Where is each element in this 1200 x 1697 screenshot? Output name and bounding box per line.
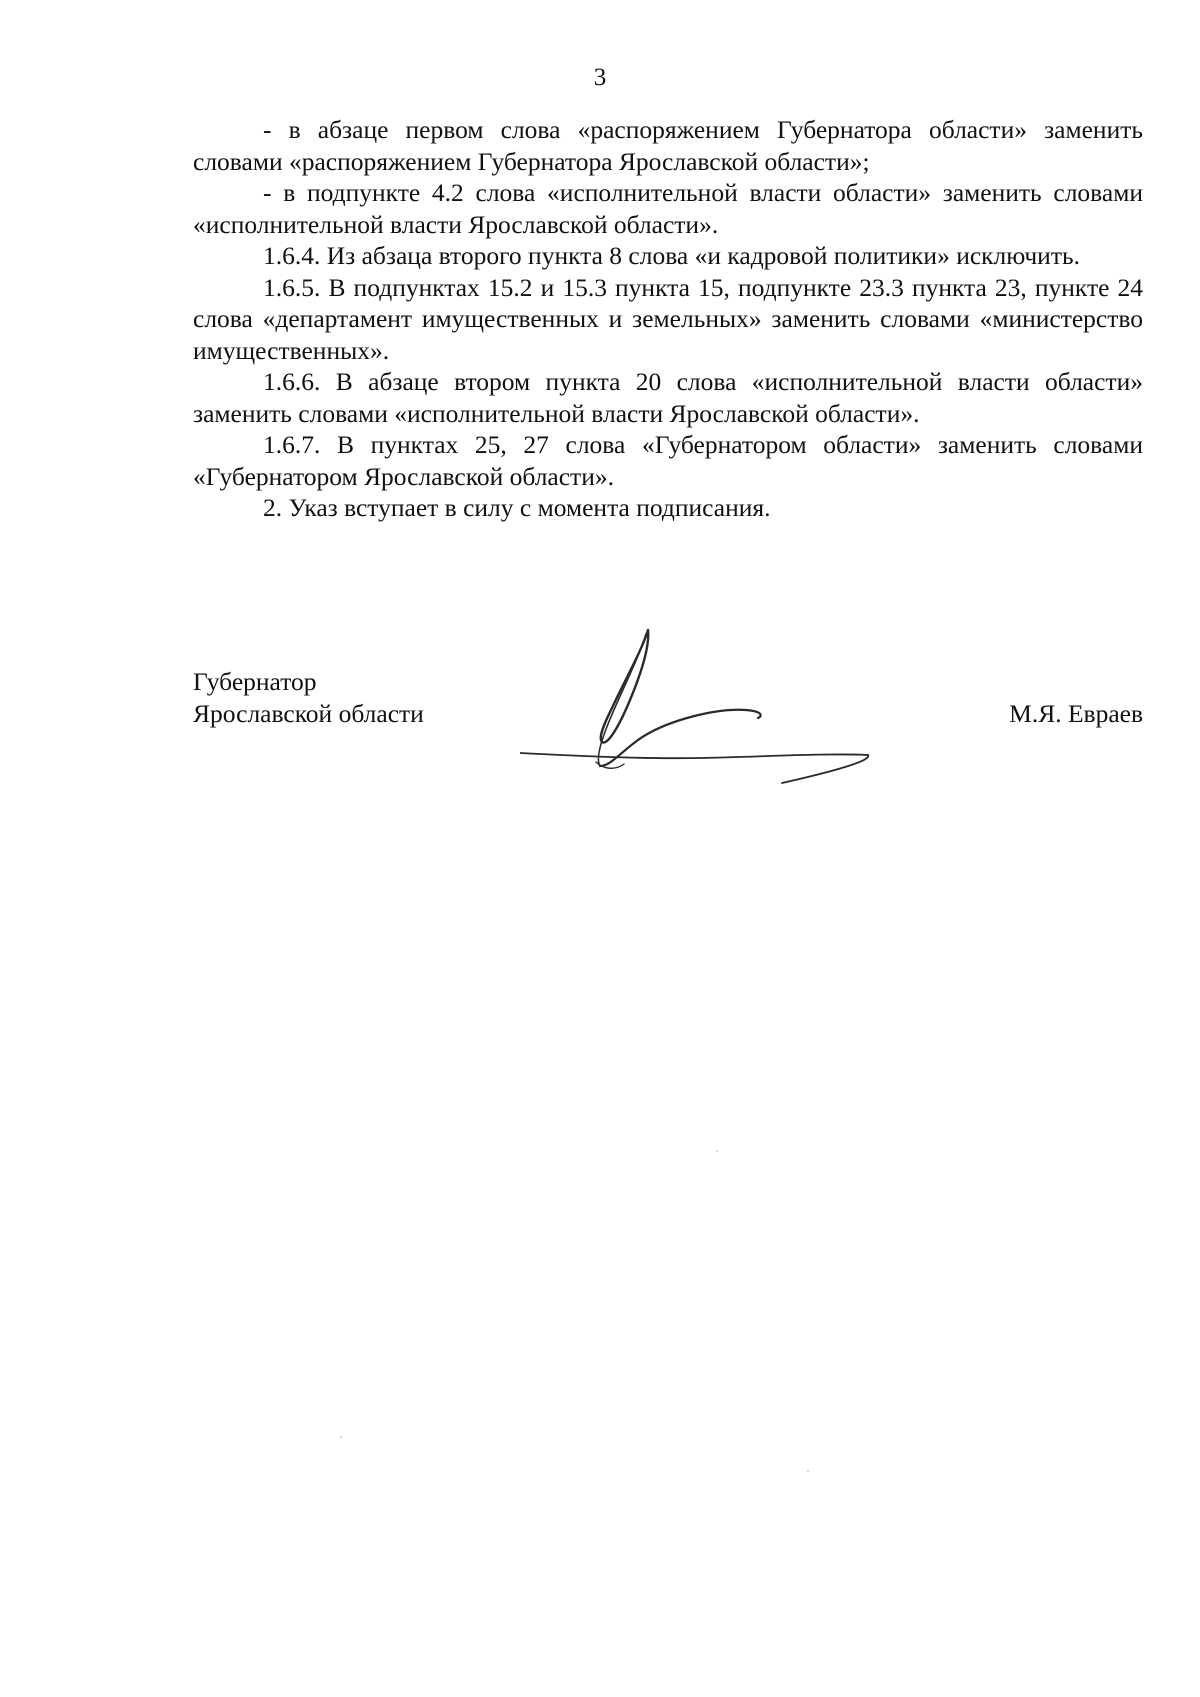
scan-speck [340,1436,342,1438]
signer-name: М.Я. Евраев [1009,698,1143,728]
paragraph-7: 2. Указ вступает в силу с момента подписания. [263,493,771,522]
scan-speck [716,1150,718,1152]
paragraph-2: - в подпункте 4.2 слова «исполнительной власти области» заменить словами «исполнительной власти Ярославской области». [193,178,1143,239]
page-number: 3 [593,64,607,91]
paragraph-6: 1.6.7. В пунктах 25, 27 слова «Губернатором области» заменить словами «Губернатором Ярославской области». [193,430,1143,491]
paragraph-5: 1.6.6. В абзаце втором пункта 20 слова «исполнительной власти области» заменить словами «исполнительной власти Ярославской области». [193,367,1143,428]
document-body [193,114,1143,524]
handwritten-signature-icon [520,620,890,790]
scan-speck [807,1470,809,1472]
signer-title-line-1: Губернатор [193,667,317,696]
paragraph-1: - в абзаце первом слова «распоряжением Губернатора области» заменить словами «распоряжением Губернатора Ярославской области»; [193,115,1143,176]
paragraph-4: 1.6.5. В подпунктах 15.2 и 15.3 пункта 15, подпункте 23.3 пункта 23, пункте 24 слова «департамент имущественных и земельных» заменить словами «министерство имущественных». [193,272,1143,365]
signer-title-line-2: Ярославской области [193,698,424,728]
signer-title [193,666,424,729]
paragraph-3: 1.6.4. Из абзаца второго пункта 8 слова «и кадровой политики» исключить. [263,241,1080,270]
